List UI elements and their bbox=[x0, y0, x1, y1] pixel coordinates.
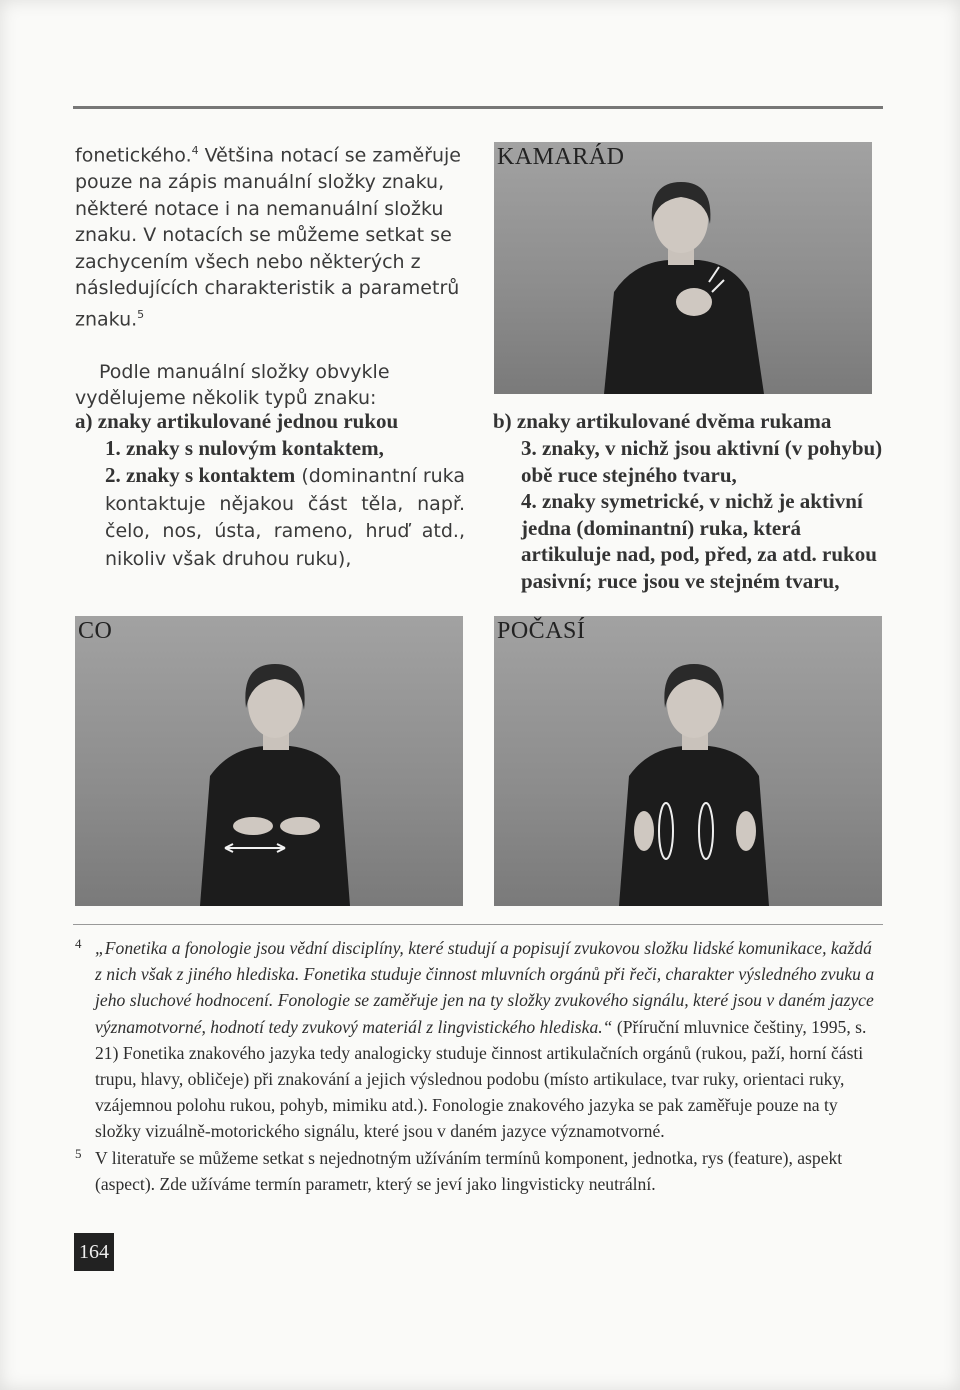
item-1: 1. znaky s nulovým kontaktem, bbox=[105, 436, 384, 460]
footnote-5: 5 V literatuře se můžeme setkat s nejednotným užíváním termínů komponent, jednotka, rys (feature), aspekt (aspect). Zde užíváme termín parametr, který se jeví jako lingvisticky neutrální. bbox=[75, 1145, 843, 1194]
footnote-ref-4[interactable]: 4 bbox=[191, 144, 199, 157]
footnote-4: 4 „Fonetika a fonologie jsou vědní disciplíny, které studují a popisují zvukovou složku lidské komunikace, každá z nich však z jiného hlediska. Fonetika studuje činnost mluvních orgánů při řeči, charakter výsledného zvuku a jeho sluchové hodnocení. Fonologie se zaměřuje jen na ty složky zvukového signálu, které jsou v daném jazyce významotvorné, hodnotí tedy zvukový materiál z lingvistického hlediska.“ (Příruční mluvnice češtiny, 1995, s. 21) Fonetika znakového jazyka tedy analogicky studuje činnost artikulačních orgánů (rukou, paží, horní části trupu, hlavy, obličeje) při znakování a jejich výslednou podobu (místo artikulace, tvar ruky, orientaci ruky, vzájemnou polohu rukou, pohyb, mimiku atd.). Fonologie znakového jazyka se pak zaměřuje pouze na ty složky vizuálně-motorického signálu, které jsou v daném jazyce významotvorné. bbox=[75, 936, 875, 1142]
caption-kamarad: KAMARÁD bbox=[497, 144, 625, 170]
paragraph-intro: fonetického.$^4$ Většina notací se zaměřuje pouze na zápis manuální složky znaku, některé notace i na nemanuální složku znaku. V notacích se můžeme setkat se zachycením všech nebo některých z následujících charakteristik a parametrů znaku.$^5$ bbox=[75, 144, 462, 331]
caption-pocasi: POČASÍ bbox=[497, 618, 586, 644]
photo-co bbox=[75, 616, 463, 906]
signer-illustration bbox=[494, 616, 882, 906]
signer-illustration bbox=[75, 616, 463, 906]
left-column bbox=[75, 138, 465, 412]
photo-kamarad bbox=[494, 142, 872, 394]
item-2: 2. znaky s kontaktem (dominantní ruka kontaktuje nějakou část těla, např. čelo, nos, ústa, rameno, hruď atd., nikoliv však druhou ruku), bbox=[105, 463, 465, 570]
photo-pocasi bbox=[494, 616, 882, 906]
footnote-ref-5[interactable]: 5 bbox=[137, 307, 145, 321]
page-number: 164 bbox=[74, 1233, 114, 1271]
footnotes bbox=[75, 935, 883, 1197]
heading-a: a) znaky artikulované jednou rukou bbox=[75, 409, 399, 433]
heading-b: b) znaky artikulované dvěma rukama bbox=[493, 409, 832, 433]
footnote-rule bbox=[73, 924, 883, 925]
header-rule bbox=[73, 106, 883, 109]
item-3: 3. znaky, v nichž jsou aktivní (v pohybu) obě ruce stejného tvaru, bbox=[521, 436, 883, 487]
signer-illustration bbox=[494, 142, 872, 394]
item-4: 4. znaky symetrické, v nichž je aktivní jedna (dominantní) ruka, která artikuluje nad, pod, před, za atd. rukou pasivní; ruce jsou ve stejném tvaru, bbox=[521, 489, 877, 593]
caption-co: CO bbox=[78, 618, 113, 644]
paragraph-types: Podle manuální složky obvykle vydělujeme několik typů znaku: bbox=[75, 360, 390, 410]
